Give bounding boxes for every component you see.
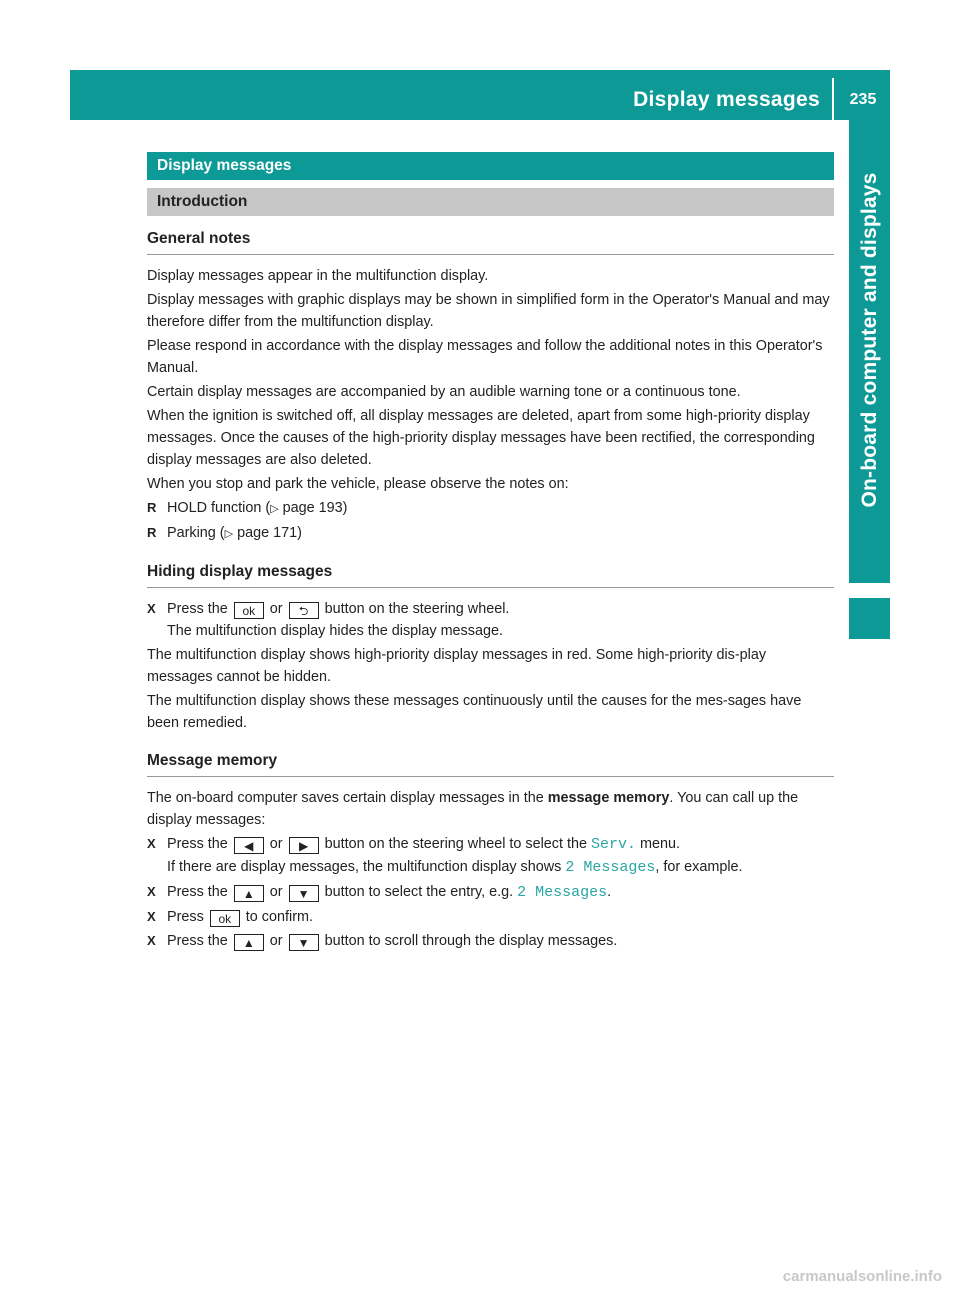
list-item: R Parking (▷ page 171)	[147, 522, 834, 545]
paragraph: The on-board computer saves certain display messages in the message memory. You can call up the display messages:	[147, 790, 799, 828]
instruction-step: X Press ok to confirm.	[147, 906, 834, 928]
down-button-icon: ▼	[289, 934, 319, 951]
header-band	[70, 70, 890, 120]
page-reference[interactable]: page 171)	[237, 525, 302, 541]
page-reference-icon: ▷	[224, 528, 234, 540]
paragraph: The multifunction display shows these messages continuously until the causes for the mes-sages have been remedied.	[147, 693, 802, 731]
header-separator	[832, 78, 834, 120]
page-reference[interactable]: page 193)	[282, 500, 348, 516]
heading-message-memory: Message memory	[147, 750, 834, 777]
left-button-icon: ◀	[234, 837, 264, 854]
display-text-serv: Serv.	[591, 836, 637, 853]
paragraph: Display messages appear in the multifunction display.	[147, 268, 489, 284]
up-button-icon: ▲	[234, 934, 264, 951]
page-content	[147, 152, 834, 954]
list-item: R HOLD function (▷ page 193)	[147, 497, 834, 520]
side-tab-marker	[849, 598, 890, 639]
side-tab-label: On-board computer and displays	[858, 172, 881, 508]
step-result: If there are display messages, the multifunction display shows 2 Messages, for example.	[167, 859, 743, 876]
back-button-icon: ⮌	[289, 602, 319, 619]
header-title: Display messages	[633, 88, 820, 111]
paragraph: When you stop and park the vehicle, please observe the notes on:	[147, 476, 569, 492]
heading-general-notes: General notes	[147, 228, 834, 255]
heading-hiding-messages: Hiding display messages	[147, 561, 834, 588]
instruction-step: X Press the ◀ or ▶ button on the steering wheel to select the Serv. menu. If there are display messages, the multifunction display shows 2 Messages, for example.	[147, 833, 834, 879]
paragraph: Certain display messages are accompanied by an audible warning tone or a continuous tone.	[147, 384, 741, 400]
instruction-step: X Press the ▲ or ▼ button to select the entry, e.g. 2 Messages.	[147, 881, 834, 904]
section-title: Display messages	[147, 152, 834, 180]
paragraph: Display messages with graphic displays may be shown in simplified form in the Operator's Manual and may therefore differ from the multifunction display.	[147, 292, 830, 330]
display-text-messages: 2 Messages	[517, 884, 608, 901]
subsection-title: Introduction	[147, 188, 834, 216]
watermark: carmanualsonline.info	[782, 1268, 942, 1285]
ok-button-icon: ok	[210, 910, 240, 927]
display-text-messages: 2 Messages	[565, 859, 656, 876]
up-button-icon: ▲	[234, 885, 264, 902]
paragraph: When the ignition is switched off, all display messages are deleted, apart from some high-priority display messages. Once the causes of the high-priority display messages have been rectified, the corresponding display messages are also deleted.	[147, 408, 815, 468]
page-reference-icon: ▷	[270, 503, 279, 515]
down-button-icon: ▼	[289, 885, 319, 902]
page-number: 235	[849, 91, 877, 108]
instruction-step: X Press the ▲ or ▼ button to scroll through the display messages.	[147, 930, 834, 952]
paragraph: Please respond in accordance with the display messages and follow the additional notes in this Operator's Manual.	[147, 338, 823, 376]
step-result: The multifunction display hides the display message.	[167, 623, 503, 639]
paragraph: The multifunction display shows high-priority display messages in red. Some high-priority dis-play messages cannot be hidden.	[147, 647, 767, 685]
instruction-step: X Press the ok or ⮌ button on the steering wheel. The multifunction display hides the display message.	[147, 598, 834, 642]
ok-button-icon: ok	[234, 602, 264, 619]
right-button-icon: ▶	[289, 837, 319, 854]
